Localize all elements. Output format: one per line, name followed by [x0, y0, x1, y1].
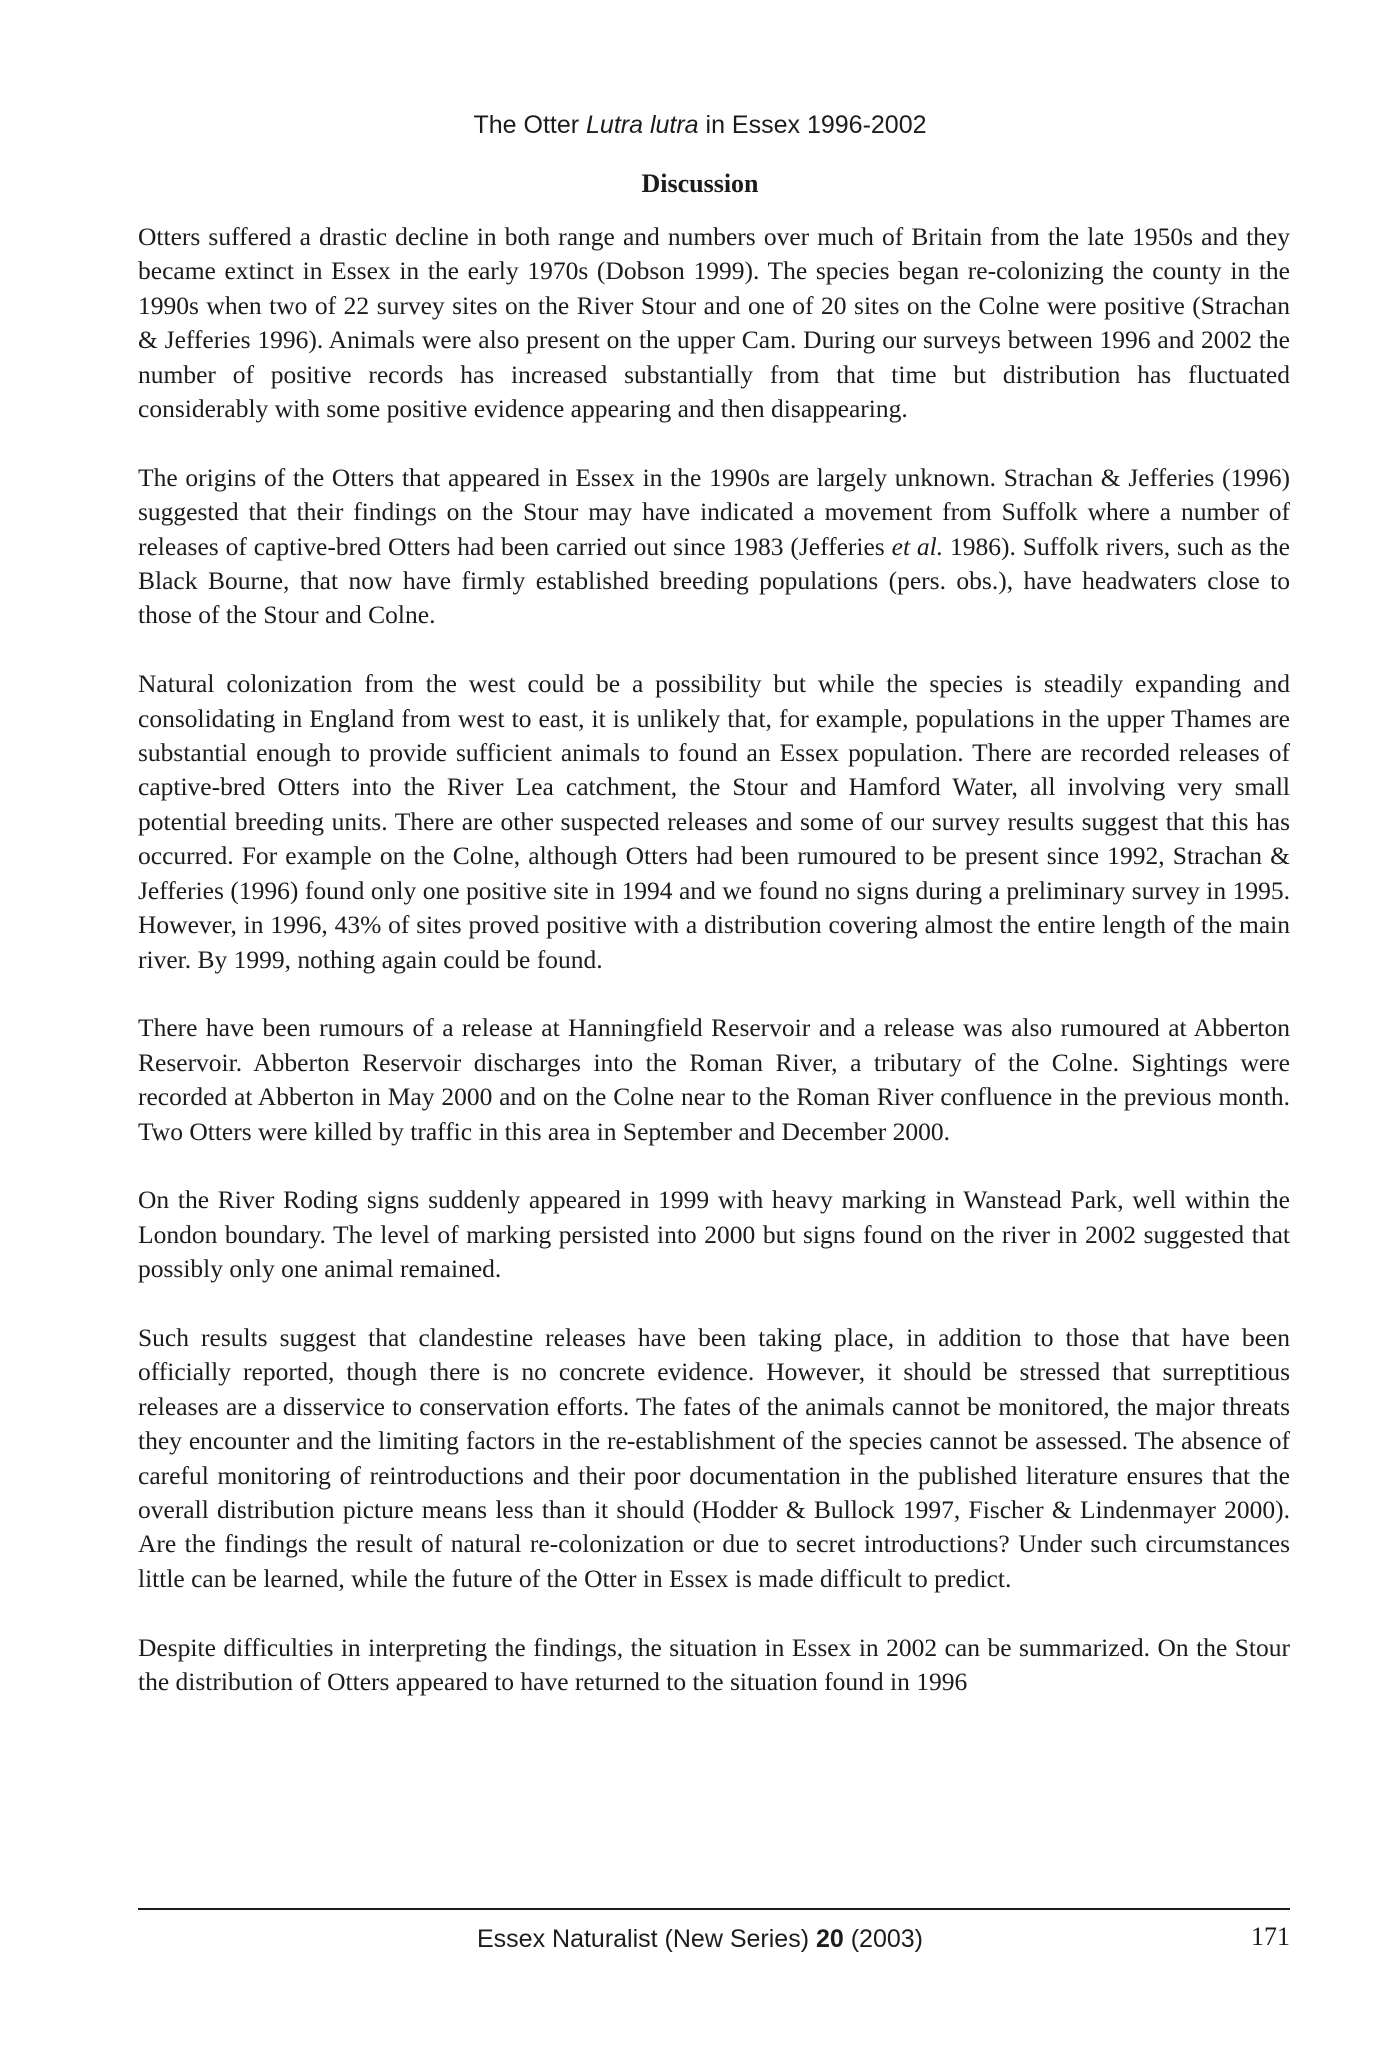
section-heading: Discussion	[641, 169, 759, 198]
footer-journal-citation	[0, 1924, 1400, 1954]
paragraph-clandestine-releases: Such results suggest that clandestine releases have been taking place, in addition to those that have been officially reported, though there is no concrete evidence. However, it should be stressed that surreptitious releases are a disservice to conservation efforts. The fates of the animals cannot be monitored, the major threats they encounter and the limiting factors in the re-establishment of the species cannot be assessed. The absence of careful monitoring of reintroductions and their poor documentation in the published literature ensures that the overall distribution picture means less than it should (Hodder & Bullock 1997, Fischer & Lindenmayer 2000). Are the findings the result of natural re-colonization or due to secret introductions? Under such circumstances little can be learned, while the future of the Otter in Essex is made difficult to predict.	[138, 1322, 1290, 1593]
page-number: 171	[1251, 1922, 1290, 1951]
paragraph-summary: Despite difficulties in interpreting the findings, the situation in Essex in 2002 can be summarized. On the Stour the distribution of Otters appeared to have returned to the situation found in 1996	[138, 1632, 1290, 1696]
running-head-prefix: The Otter	[473, 111, 587, 139]
paragraph-roding: On the River Roding signs suddenly appeared in 1999 with heavy marking in Wanstead Park, well within the London boundary. The level of marking persisted into 2000 but signs found on the river in 2002 suggested that possibly only one animal remained.	[138, 1185, 1290, 1284]
paragraph-reservoirs: There have been rumours of a release at Hanningfield Reservoir and a release was also rumoured at Abberton Reservoir. Abberton Reservoir discharges into the Roman River, a tributary of the Colne. Sightings were recorded at Abberton in May 2000 and on the Colne near to the Roman River confluence in the previous month. Two Otters were killed by traffic in this area in September and December 2000.	[138, 1013, 1290, 1146]
footer-rule	[138, 1908, 1290, 1910]
paragraph-origins	[138, 461, 1290, 633]
body-text	[138, 220, 1290, 1699]
species-name: Lutra lutra	[586, 111, 699, 139]
journal-name: Essex Naturalist (New Series)	[476, 1925, 816, 1953]
et-al: et al.	[891, 531, 944, 561]
journal-year: (2003)	[843, 1925, 923, 1953]
running-head	[0, 110, 1400, 140]
paragraph-origins-part-1: The origins of the Otters that appeared in Essex in the 1990s are largely unknown. Strachan & Jefferies (1996) suggested that their findings on the Stour may have indicated a movement from Suffolk where a number of releases of captive-bred Otters had been carried out since 1983 (Jefferies	[138, 462, 1290, 561]
volume-number: 20	[815, 1925, 844, 1953]
running-head-suffix: in Essex 1996-2002	[698, 111, 927, 139]
paragraph-colonization: Natural colonization from the west could be a possibility but while the species is steadily expanding and consolidating in England from west to east, it is unlikely that, for example, populations in the upper Thames are substantial enough to provide sufficient animals to found an Essex population. There are recorded releases of captive-bred Otters into the River Lea catchment, the Stour and Hamford Water, all involving very small potential breeding units. There are other suspected releases and some of our survey results suggest that this has occurred. For example on the Colne, although Otters had been rumoured to be present since 1992, Strachan & Jefferies (1996) found only one positive site in 1994 and we found no signs during a preliminary survey in 1995. However, in 1996, 43% of sites proved positive with a distribution covering almost the entire length of the main river. By 1999, nothing again could be found.	[138, 669, 1290, 974]
paragraph-origins-part-2: 1986). Suffolk rivers, such as the Black Bourne, that now have firmly established breeding populations (pers. obs.), have headwaters close to those of the Stour and Colne.	[138, 531, 1290, 630]
paragraph-decline: Otters suffered a drastic decline in both range and numbers over much of Britain from the late 1950s and they became extinct in Essex in the early 1970s (Dobson 1999). The species began re-colonizing the county in the 1990s when two of 22 survey sites on the River Stour and one of 20 sites on the Colne were positive (Strachan & Jefferies 1996). Animals were also present on the upper Cam. During our surveys between 1996 and 2002 the number of positive records has increased substantially from that time but distribution has fluctuated considerably with some positive evidence appearing and then disappearing.	[138, 222, 1290, 424]
